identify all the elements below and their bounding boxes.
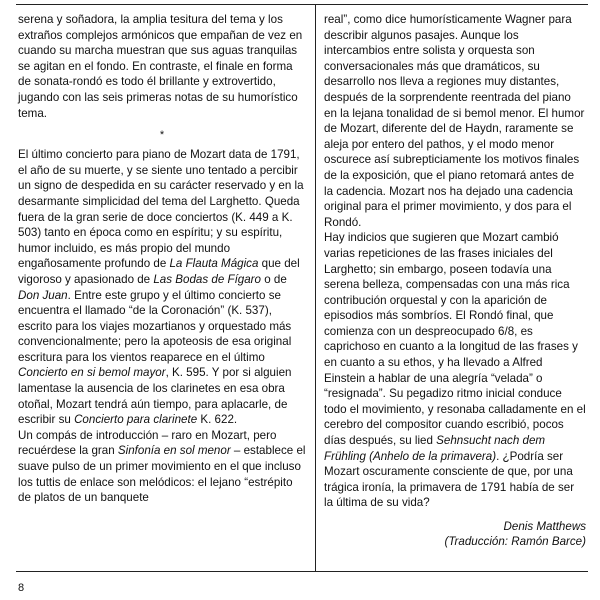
translation-credit: (Traducción: Ramón Barce) xyxy=(444,535,586,548)
italic-title: Concierto en si bemol mayor xyxy=(18,366,166,380)
italic-title: Concierto para clarinete xyxy=(74,413,198,427)
section-separator: * xyxy=(159,129,165,142)
page-number: 8 xyxy=(18,582,25,594)
paragraph: real”, como dice humorísticamente Wagner para describir algunos pasajes. Aunque los intercambios entre solista y orquesta son conversacionales más que dramáticos, su desarrollo nos lleva a regiones muy distantes, después de la sorprendente reentrada del piano en la lejana tonalidad de si bemol menor. El humor de Mozart, diferente del de Haydn, raramente se aleja por entero del pathos, y el modo menor oscurece así subrepticiamente los motivos finales de la exposición, que el piano retomará antes de la cadencia. Mozart nos ha dejado una cadencia original para el primer movimiento, y dos para el Rondó. xyxy=(324,13,585,229)
paragraph: Hay indicios que sugieren que Mozart cambió varias repeticiones de las frases iniciales del Larghetto; sin embargo, poseen todavía una serena belleza, compensadas con una más rica contribución orquestal y con la aparición de episodios más sombríos. El Rondó final, que comienza con un despreocupado 6/8, es caprichoso en cuanto a la longitud de las frases y en cuanto a su ethos, y ha llevado a Alfred Einstein a hablar de una alegría “velada” o “resignada”. Su pegadizo ritmo inicial conduce todo el movimiento, y resonaba calladamente en el cerebro del compositor cuando escribió, pocos días después, su lied Sehnsucht nach dem Frühling (Anhelo de la primavera). ¿Podría ser Mozart oscuramente consciente de que, por una trágica ironía, la primavera de 1791 había de ser la última de su vida? xyxy=(324,231,586,510)
italic-title: Las Bodas de Fígaro xyxy=(153,272,261,286)
italic-title: Don Juan xyxy=(18,288,68,302)
right-column xyxy=(324,12,586,549)
italic-title: Sehnsucht nach dem Frühling xyxy=(324,434,546,463)
paragraph: serena y soñadora, la amplia tesitura del tema y los extraños complejos armónicos que empañan de vez en cuando su marcha muestran que sus aguas tranquilas se agitan en el fondo. En contraste, el finale en forma de sonata-rondó es todo él brillante y extrovertido, jugando con las seis primeras notas de su humorístico tema. xyxy=(18,13,303,120)
author-name: Denis Matthews xyxy=(503,520,586,533)
bottom-rule xyxy=(16,571,588,572)
top-rule xyxy=(16,4,588,5)
paragraph: El último concierto para piano de Mozart data de 1791, el año de su muerte, y se siente uno tentado a percibir un signo de despedida en su carácter reservado y en la desarmante simplicidad del tema del Larghetto. Queda fuera de la gran serie de doce conciertos (K. 449 a K. 503) tanto en época como en espíritu; y su espíritu, humor incluido, es más propio del mundo engañosamente profundo de La Flauta Mágica que del vigoroso y apasionado de Las Bodas de Fígaro o de Don Juan. Entre este grupo y el último concierto se encuentra el llamado “de la Coronación” (K. 537), escrito para los viajes mozartianos y orquestado más convencionalmente; pero la apoteosis de esa original escritura para los vientos reaparece en el último Concierto en si bemol mayor, K. 595. Y por si alguien lamentase la ausencia de los clarinetes en esa obra otoñal, Mozart tendrá aún tiempo, para aplacarle, de escribir su Concierto para clarinete K. 622. xyxy=(18,148,304,427)
paragraph: Un compás de introducción – raro en Mozart, pero recuérdese la gran Sinfonía en sol menor – establece el suave pulso de un primer movimiento en el que incluso los tuttis de enlace son melódicos: el lejano “estrépito de platos de un banquete xyxy=(18,428,306,505)
italic-title: Sinfonía en sol menor xyxy=(117,444,231,458)
left-column xyxy=(18,12,306,506)
column-divider xyxy=(315,4,316,571)
italic-title: La Flauta Mágica xyxy=(169,257,259,271)
signature-block xyxy=(324,519,586,549)
italic-title: (Anhelo de la primavera) xyxy=(369,449,497,463)
